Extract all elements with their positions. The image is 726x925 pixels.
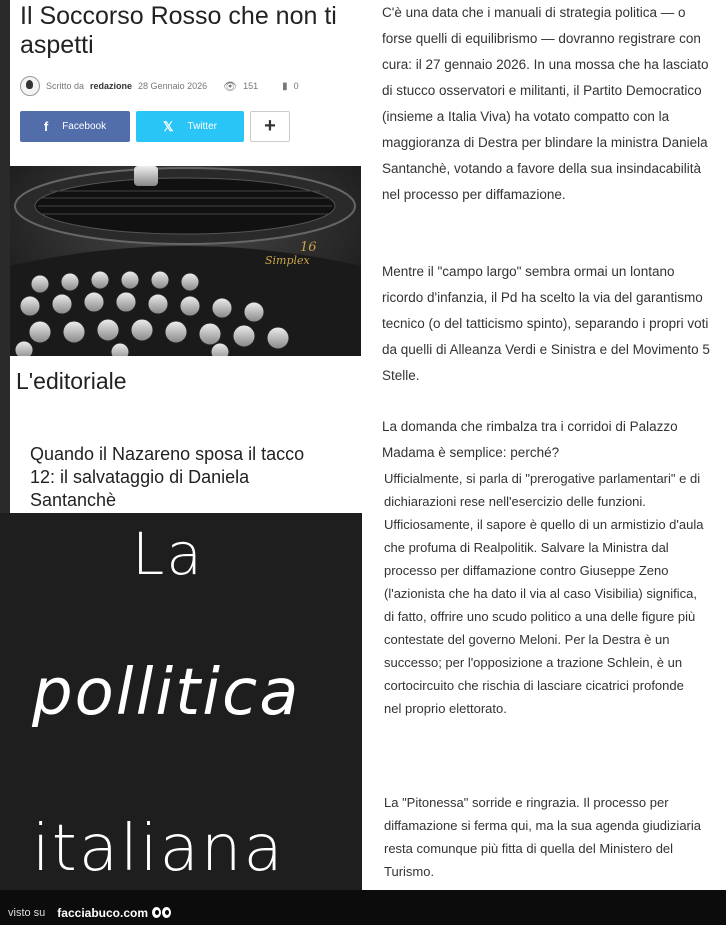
overlay-text-line3: italiana (32, 812, 285, 886)
eyes-icon (152, 907, 171, 918)
body-paragraph-1: C'è una data che i manuali di strategia politica — o forse quelli di equilibrismo — dovranno registrare con cura: il 27 gennaio 2026. In una mossa che ha lasciato di stucco osservatori e militanti, il Partito Democratico (insieme a Italia Viva) ha votato compatto con la maggioranza di Destra per blindare la ministra Daniela Santanchè, votando a favore della sua insindacabilità nel processo per diffamazione. (382, 5, 709, 202)
twitter-label: Twitter (187, 121, 217, 132)
typewriter-illustration (10, 166, 361, 356)
editorial-headline[interactable]: Quando il Nazareno sposa il tacco 12: il salvataggio di Daniela Santanchè (30, 444, 305, 510)
body-paragraph-3: La domanda che rimbalza tra i corridoi di Palazzo Madama è semplice: perché? (382, 419, 678, 460)
typewriter-brand: Simplex (265, 254, 310, 267)
typewriter-image[interactable] (10, 166, 361, 356)
left-edge (0, 0, 10, 513)
typewriter-number: 16 (300, 240, 317, 255)
author-avatar-icon[interactable] (20, 76, 40, 96)
body-paragraph-2: Mentre il "campo largo" sembra ormai un lontano ricordo d'infanzia, il Pd ha scelto la via del garantismo tecnico (o del tatticismo spinto), separando i propri voti da quelli di Alleanza Verdi e Sinistra e del Movimento 5 Stelle. (382, 264, 710, 383)
left-eye-icon (152, 907, 161, 918)
watermark (0, 900, 171, 925)
written-by-prefix: Scritto da (46, 81, 85, 91)
article-meta (20, 76, 299, 96)
article-title[interactable]: Il Soccorso Rosso che non ti aspetti (20, 2, 337, 59)
x-icon: 𝕏 (163, 118, 174, 134)
right-eye-icon (162, 907, 171, 918)
eye-icon: 👁 (223, 80, 238, 93)
body-paragraph-5: La "Pitonessa" sorride e ringrazia. Il processo per diffamazione si ferma qui, ma la sua agenda giudiziaria resta comunque più fitta di quella del Ministero del Turismo. (384, 795, 701, 879)
facebook-icon: f (43, 119, 49, 134)
view-count: 151 (243, 81, 259, 91)
site-logo[interactable]: facciabuco.com (57, 905, 148, 920)
body-paragraph-4: Ufficialmente, si parla di "prerogative parlamentari" e di dichiarazioni rese nell'esercizio delle funzioni. Ufficiosamente, il sapore è quello di un armistizio d'aula che profuma di Realpolitik. Salvare la Ministra dal processo per diffamazione contro Giuseppe Zeno (l'azionista che ha dato il via al caso Visibilia) significa, di fatto, offrire uno scudo politico a una delle figure più contestate del governo Meloni. Per la Destra è un successo; per l'opposizione a trazione Schlein, è un cortocircuito che rischia di lasciare cicatrici profonde nel proprio elettorato. (384, 471, 704, 716)
comment-count[interactable]: 0 (293, 81, 299, 91)
seen-on-label: visto su (8, 906, 46, 919)
comment-icon[interactable]: ▮ (282, 80, 288, 92)
section-label-editorial[interactable]: L'editoriale (16, 368, 127, 394)
share-buttons (20, 111, 290, 142)
article-date: 28 Gennaio 2026 (138, 81, 208, 91)
more-share-button[interactable]: + (250, 111, 290, 142)
overlay-text-line1: La (132, 520, 204, 588)
author-name[interactable]: redazione (90, 81, 133, 91)
twitter-share-button[interactable] (136, 111, 244, 142)
overlay-text-line2: pollitica (32, 656, 301, 730)
facebook-label: Facebook (62, 121, 107, 132)
facebook-share-button[interactable] (20, 111, 130, 142)
